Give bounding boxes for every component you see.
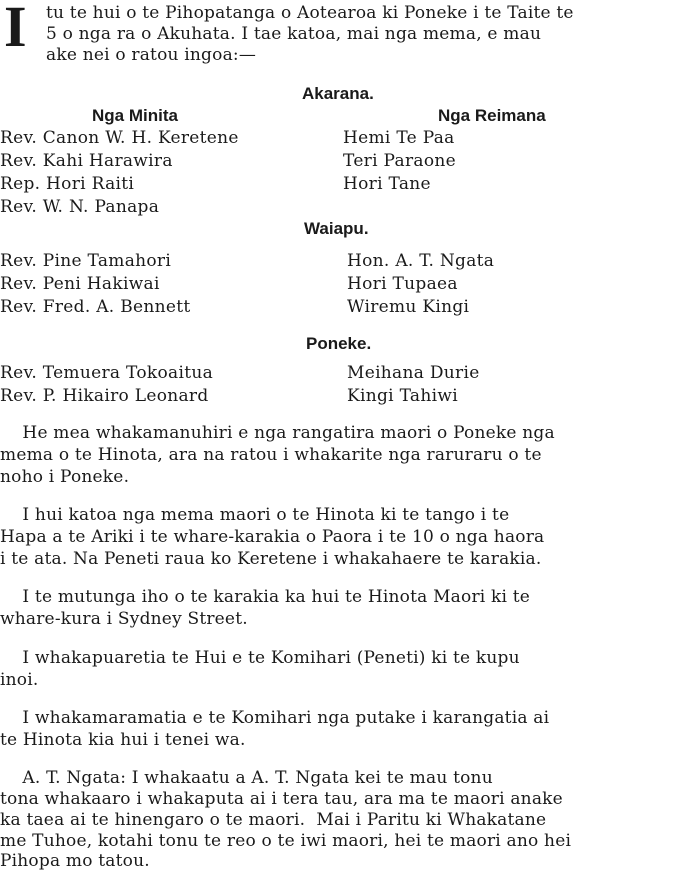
paragraph-line: Hapa a te Ariki i te whare-karakia o Paora i te 10 o nga haora [0,527,545,547]
intro-line: ake nei o ratou ingoa:— [46,45,257,65]
paragraph-line: i te ata. Na Peneti raua ko Keretene i whakahaere te karakia. [0,549,542,569]
minita-name: Rev. Kahi Harawira [0,151,173,171]
reimana-name: Hon. A. T. Ngata [347,251,495,271]
reimana-name: Kingi Tahiwi [347,386,458,406]
minita-name: Rev. Fred. A. Bennett [0,297,191,317]
reimana-name: Meihana Durie [347,363,480,383]
minita-name: Rev. Canon W. H. Keretene [0,128,239,148]
paragraph-line: I hui katoa nga mema maori o te Hinota ki te tango i te [0,505,510,525]
minita-name: Rev. P. Hikairo Leonard [0,386,209,406]
paragraph-line: te Hinota kia hui i tenei wa. [0,730,246,750]
paragraph-line: inoi. [0,670,39,690]
section-heading-waiapu: Waiapu. [304,219,369,238]
reimana-name: Teri Paraone [343,151,456,171]
minita-name: Rev. Peni Hakiwai [0,274,160,294]
paragraph-line: Pihopa mo tatou. [0,851,150,871]
paragraph-line: whare-kura i Sydney Street. [0,609,248,629]
intro-line: tu te hui o te Pihopatanga o Aotearoa ki Poneke i te Taite te [46,3,574,23]
paragraph-line: mema o te Hinota, ara na ratou i whakarite nga raruraru o te [0,445,542,465]
minita-name: Rev. Temuera Tokoaitua [0,363,214,383]
paragraph-line: ka taea ai te hinengaro o te maori. Mai i Paritu ki Whakatane [0,810,547,830]
paragraph-line: me Tuhoe, kotahi tonu te reo o te iwi maori, hei te maori ano hei [0,831,572,851]
section-heading-akarana: Akarana. [302,84,374,103]
paragraph-line: noho i Poneke. [0,467,130,487]
paragraph-line: I whakamaramatia e te Komihari nga putake i karangatia ai [0,708,550,728]
section-heading-poneke: Poneke. [306,334,372,353]
minita-name: Rep. Hori Raiti [0,174,135,194]
paragraph-line: A. T. Ngata: I whakaatu a A. T. Ngata kei te mau tonu [0,768,493,788]
paragraph-line: tona whakaaro i whakaputa ai i tera tau, ara ma te maori anake [0,789,563,809]
column-heading-minita: Nga Minita [92,106,178,125]
paragraph-line: I whakapuaretia te Hui e te Komihari (Peneti) ki te kupu [0,648,520,668]
drop-cap: I [4,0,27,59]
reimana-name: Hori Tupaea [347,274,458,294]
minita-name: Rev. Pine Tamahori [0,251,172,271]
reimana-name: Wiremu Kingi [347,297,470,317]
reimana-name: Hemi Te Paa [343,128,455,148]
paragraph-line: I te mutunga iho o te karakia ka hui te Hinota Maori ki te [0,587,531,607]
intro-line: 5 o nga ra o Akuhata. I tae katoa, mai nga mema, e mau [46,24,542,44]
paragraph-line: He mea whakamanuhiri e nga rangatira maori o Poneke nga [0,423,555,443]
column-heading-reimana: Nga Reimana [438,106,546,125]
reimana-name: Hori Tane [343,174,431,194]
minita-name: Rev. W. N. Panapa [0,197,160,217]
